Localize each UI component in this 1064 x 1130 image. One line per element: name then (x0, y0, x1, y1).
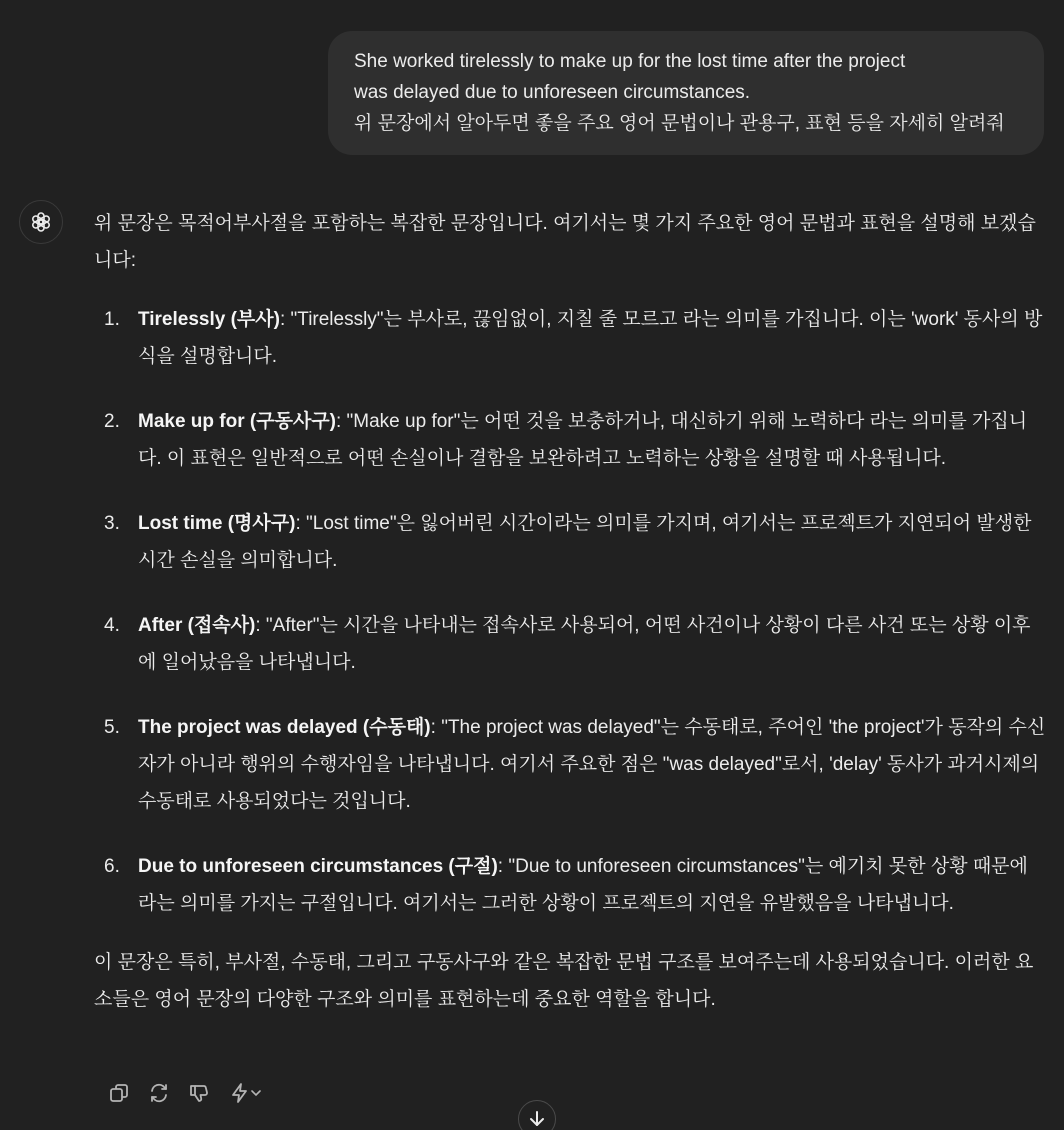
explanation-list (94, 301, 1046, 922)
list-item (94, 607, 1046, 681)
switch-model-button[interactable] (226, 1080, 266, 1106)
item-text: : "Due to unforeseen circumstances"는 예기치 못한 상황 때문에 라는 의미를 가지는 구절입니다. 여기서는 그러한 상황이 프로젝트의 지연을 유발했음을 나타냅니다. (138, 856, 1028, 914)
item-text: : "After"는 시간을 나타내는 접속사로 사용되어, 어떤 사건이나 상황이 다른 사건 또는 상황 이후에 일어났음을 나타냅니다. (138, 615, 1031, 673)
list-item (94, 848, 1046, 922)
item-number: 5. (104, 717, 120, 738)
arrow-down-icon (527, 1109, 547, 1129)
item-text: : "Make up for"는 어떤 것을 보충하거나, 대신하기 위해 노력하다 라는 의미를 가집니다. 이 표현은 일반적으로 어떤 손실이나 결함을 보완하려고 노력하는 상황을 설명할 때 사용됩니다. (138, 411, 1028, 469)
chevron-down-icon (250, 1082, 262, 1104)
list-item (94, 301, 1046, 375)
lightning-icon (230, 1082, 250, 1104)
user-message-line: She worked tirelessly to make up for the lost time after the project (354, 51, 906, 72)
item-number: 6. (104, 856, 120, 877)
assistant-avatar (19, 200, 63, 244)
openai-logo-icon (28, 209, 54, 235)
item-term: The project was delayed (수동태) (138, 717, 431, 738)
scroll-to-bottom-button[interactable] (518, 1100, 556, 1130)
item-number: 4. (104, 615, 120, 636)
dislike-button[interactable] (186, 1080, 212, 1106)
item-text: : "Lost time"은 잃어버린 시간이라는 의미를 가지며, 여기서는 프로젝트가 지연되어 발생한 시간 손실을 의미합니다. (138, 513, 1032, 571)
item-number: 2. (104, 411, 120, 432)
user-message-bubble (328, 31, 1044, 155)
response-closing: 이 문장은 특히, 부사절, 수동태, 그리고 구동사구와 같은 복잡한 문법 구조를 보여주는데 사용되었습니다. 이러한 요소들은 영어 문장의 다양한 구조와 의미를 표현하는데 중요한 역할을 합니다. (94, 952, 1034, 1010)
list-item (94, 403, 1046, 477)
user-message-line: was delayed due to unforeseen circumstances. (354, 82, 751, 103)
assistant-response (94, 205, 1046, 1018)
message-actions (106, 1080, 266, 1106)
response-intro: 위 문장은 목적어부사절을 포함하는 복잡한 문장입니다. 여기서는 몇 가지 주요한 영어 문법과 표현을 설명해 보겠습니다: (94, 213, 1036, 271)
regenerate-icon (148, 1082, 170, 1104)
item-term: Lost time (명사구) (138, 513, 296, 534)
copy-button[interactable] (106, 1080, 132, 1106)
copy-icon (108, 1082, 130, 1104)
regenerate-button[interactable] (146, 1080, 172, 1106)
list-item (94, 505, 1046, 579)
item-term: After (접속사) (138, 615, 256, 636)
thumbs-down-icon (188, 1082, 210, 1104)
item-number: 1. (104, 309, 120, 330)
item-text: : "The project was delayed"는 수동태로, 주어인 'the project'가 동작의 수신자가 아니라 행위의 수행자임을 나타냅니다. 여기서 주요한 점은 "was delayed"로서, 'delay' 동사가 과거시제의 수동태로 사용되었다는 것입니다. (138, 717, 1046, 812)
item-term: Due to unforeseen circumstances (구절) (138, 856, 498, 877)
item-term: Make up for (구동사구) (138, 411, 336, 432)
user-message-line: 위 문장에서 알아두면 좋을 주요 영어 문법이나 관용구, 표현 등을 자세히 알려줘 (354, 113, 1005, 134)
item-term: Tirelessly (부사) (138, 309, 280, 330)
item-number: 3. (104, 513, 120, 534)
list-item (94, 709, 1046, 820)
item-text: : "Tirelessly"는 부사로, 끊임없이, 지칠 줄 모르고 라는 의미를 가집니다. 이는 'work' 동사의 방식을 설명합니다. (138, 309, 1043, 367)
